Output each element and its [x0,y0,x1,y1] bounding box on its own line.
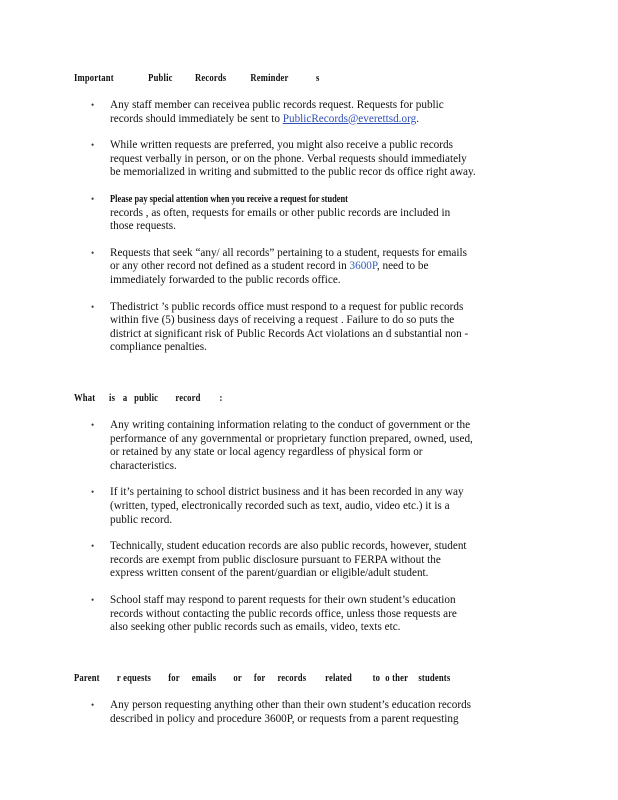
item-line: immediately forwarded to the public records office. [110,273,341,286]
item-line: Any person requesting anything other than their own student’s education records [110,699,472,711]
reminders-list [0,99,618,355]
item-line-text: , need to be [376,260,429,273]
item-bold-lead: Please pay special attention when you receive a request for student [110,193,348,205]
bullet-icon: • [91,100,95,110]
parent-requests-list [0,699,618,726]
public-record-list [0,419,618,635]
heading-word: r equests [116,673,152,684]
item-line: also seeking other public records such as emails, video, texts etc. [110,621,401,634]
list-item [0,486,618,527]
heading-word: record [175,393,201,404]
heading-word: Public [148,73,173,84]
item-line: (written, typed, electronically recorded such as text, audio, video etc.) it is a [110,499,450,512]
item-line: be memorialized in writing and submitted to the public recor ds office right away. [110,166,476,179]
bullet-icon: • [91,700,95,710]
item-line: records without contacting the public records office, unless those requests are [110,607,457,620]
section-heading-reminders [74,73,320,84]
heading-word: emails [191,673,217,684]
item-line: Requests that seek “any/ all records” pertaining to a student, requests for emails [110,246,467,259]
heading-word: Records [194,73,227,84]
item-line: Technically, student education records are also public records, however, student [110,540,467,553]
item-line: described in policy and procedure 3600P, or requests from a parent requesting [110,712,459,725]
list-item [0,301,618,355]
bullet-icon: • [91,193,95,204]
heading-word: s [316,73,320,84]
bullet-icon: • [91,140,95,151]
heading-word: Parent [74,673,100,684]
bullet-icon: • [91,594,95,605]
heading-word: for [253,673,266,684]
item-line: While written requests are preferred, you might also receive a public records [110,139,453,152]
item-line: or retained by any state or local agency regardless of physical form or [110,446,423,459]
heading-word: a [122,393,128,404]
list-item [0,247,618,288]
item-line: Any writing containing information relating to the conduct of government or the [110,419,471,431]
list-item [0,193,618,234]
item-line: records , as often, requests for emails or other public records are included in [110,206,451,219]
item-line: public record. [110,513,173,526]
heading-word: public [134,393,159,404]
heading-word: to [372,673,381,684]
bullet-icon: • [91,247,95,258]
bullet-icon: • [91,487,95,498]
item-line: Thedistrict ’s public records office must respond to a request for public records [110,300,464,313]
list-item [0,419,618,473]
item-line: performance of any governmental or proprietary function prepared, owned, used, [110,432,473,445]
heading-word: students [418,673,451,684]
heading-word: records [277,673,307,684]
item-line: district at significant risk of Public Records Act violations an d substantial non - [110,327,469,340]
item-line-text: or any other record not defined as a student record in [110,260,350,273]
section-heading-what-is-public-record [74,393,223,404]
item-line: express written consent of the parent/guardian or eligible/adult student. [110,567,429,580]
list-item [0,540,618,581]
heading-word: related [325,673,352,684]
item-line: request verbally in person, or on the phone. Verbal requests should immediately [110,152,467,165]
item-line: Any staff member can receivea public records request. Requests for public [110,99,444,111]
item-line [110,260,536,274]
heading-word: Reminder [250,73,289,84]
item-line: compliance penalties. [110,341,207,354]
heading-word: : [219,393,223,404]
item-line: those requests. [110,220,176,233]
heading-word: o ther [385,673,409,684]
heading-word: for [168,673,180,684]
bullet-icon: • [91,541,95,552]
heading-word: is [109,393,116,404]
policy-code: 3600P [349,260,377,273]
list-item [0,594,618,635]
item-line [110,113,536,127]
item-line: records are exempt from public disclosure pursuant to FERPA without the [110,553,441,566]
list-item [0,139,618,180]
public-records-email-link[interactable]: PublicRecords@everettsd.org [282,112,417,125]
bullet-icon: • [91,301,95,312]
bullet-icon: • [91,420,95,430]
section-heading-parent-requests [74,673,450,684]
item-line-tail: . [416,112,419,125]
heading-word: Important [74,73,114,84]
item-line: If it’s pertaining to school district business and it has been recorded in any way [110,486,464,499]
list-item [0,99,618,126]
item-line: within five (5) business days of receiving a request . Failure to do so puts the [110,314,455,327]
item-line: characteristics. [110,459,177,472]
heading-word: What [74,393,96,404]
item-line: School staff may respond to parent requests for their own student’s education [110,593,456,606]
item-line [110,193,536,207]
heading-word: or [233,673,242,684]
item-line-text: records should immediately be sent to [110,112,283,125]
list-item [0,699,618,726]
